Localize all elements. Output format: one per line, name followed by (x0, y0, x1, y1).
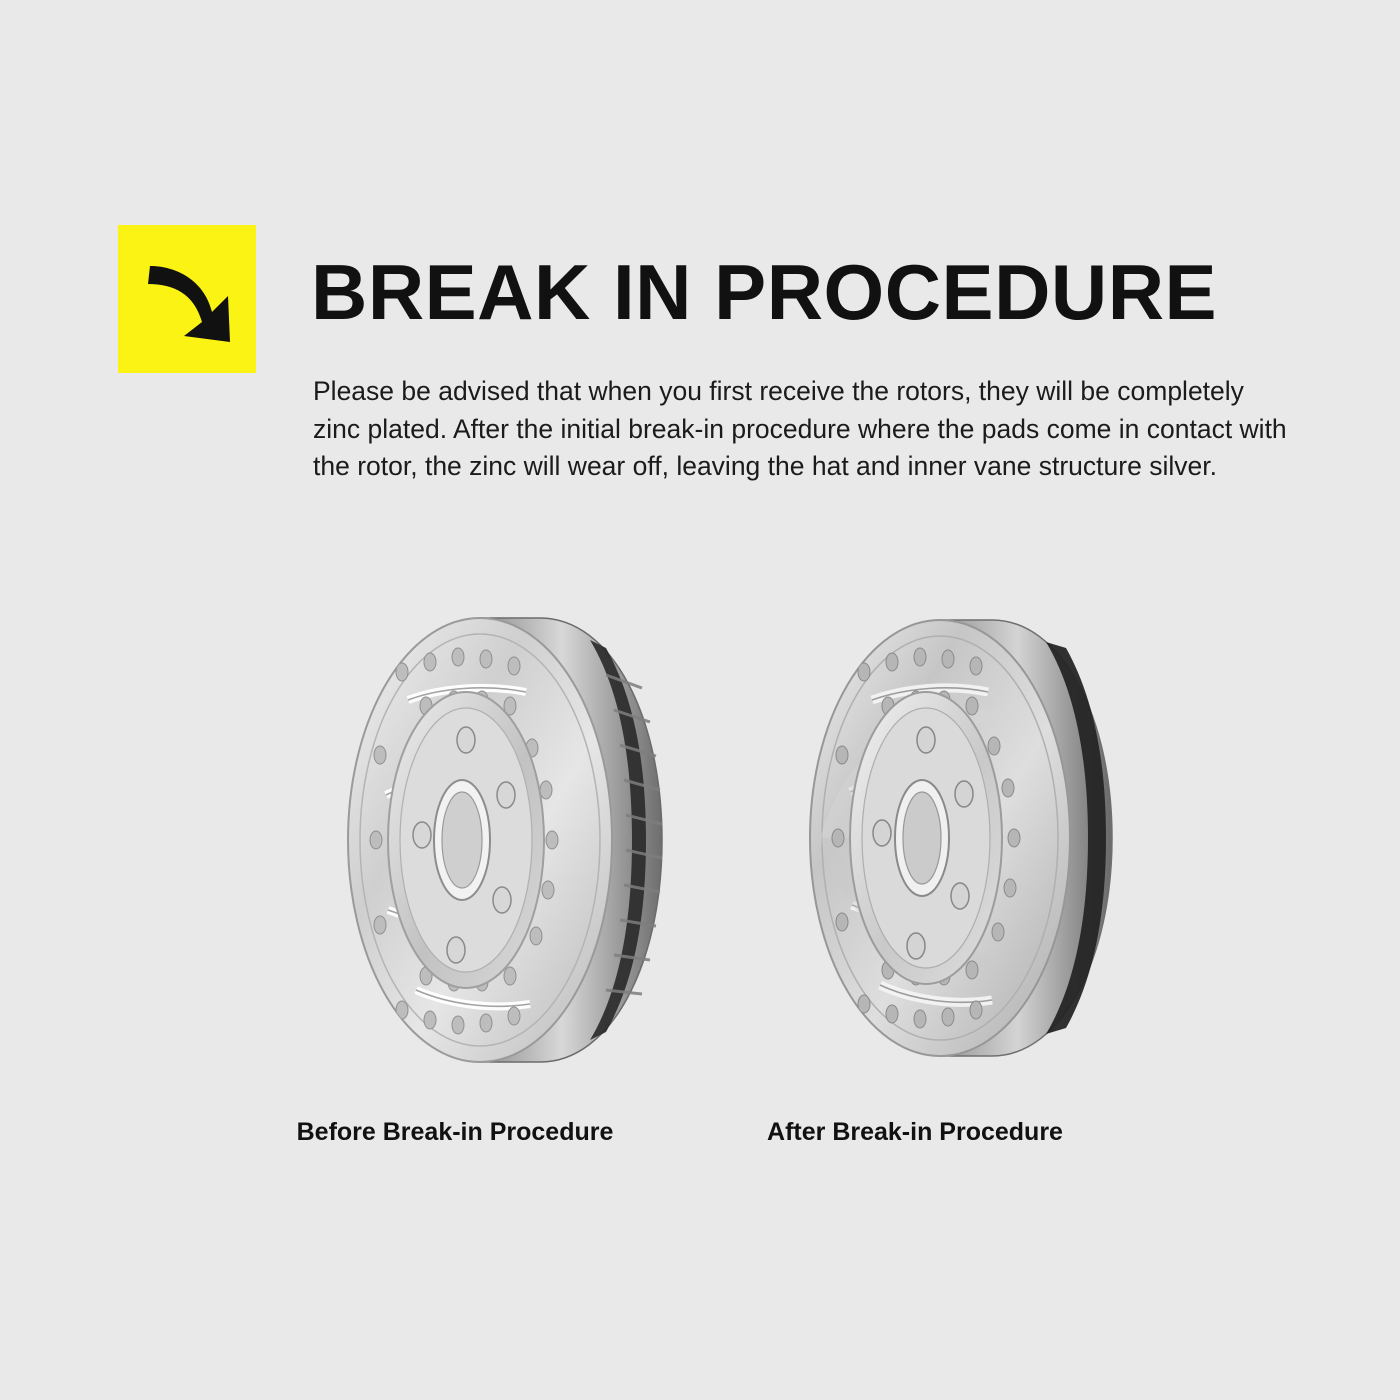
figure-group (0, 580, 1400, 1200)
arrow-badge (118, 225, 256, 373)
header (118, 225, 1217, 373)
description-text: Please be advised that when you first receive the rotors, they will be completely zinc plated. After the initial break-in procedure where the pads come in contact with the rotor, the zinc will wear off, leaving the hat and inner vane structure silver. (313, 376, 1287, 482)
rotor-image-before (290, 580, 760, 1100)
caption-after: After Break-in Procedure (767, 1118, 1063, 1146)
rotor-image-after (760, 580, 1230, 1100)
caption-before: Before Break-in Procedure (296, 1118, 614, 1146)
page-title: BREAK IN PROCEDURE (311, 248, 1218, 336)
